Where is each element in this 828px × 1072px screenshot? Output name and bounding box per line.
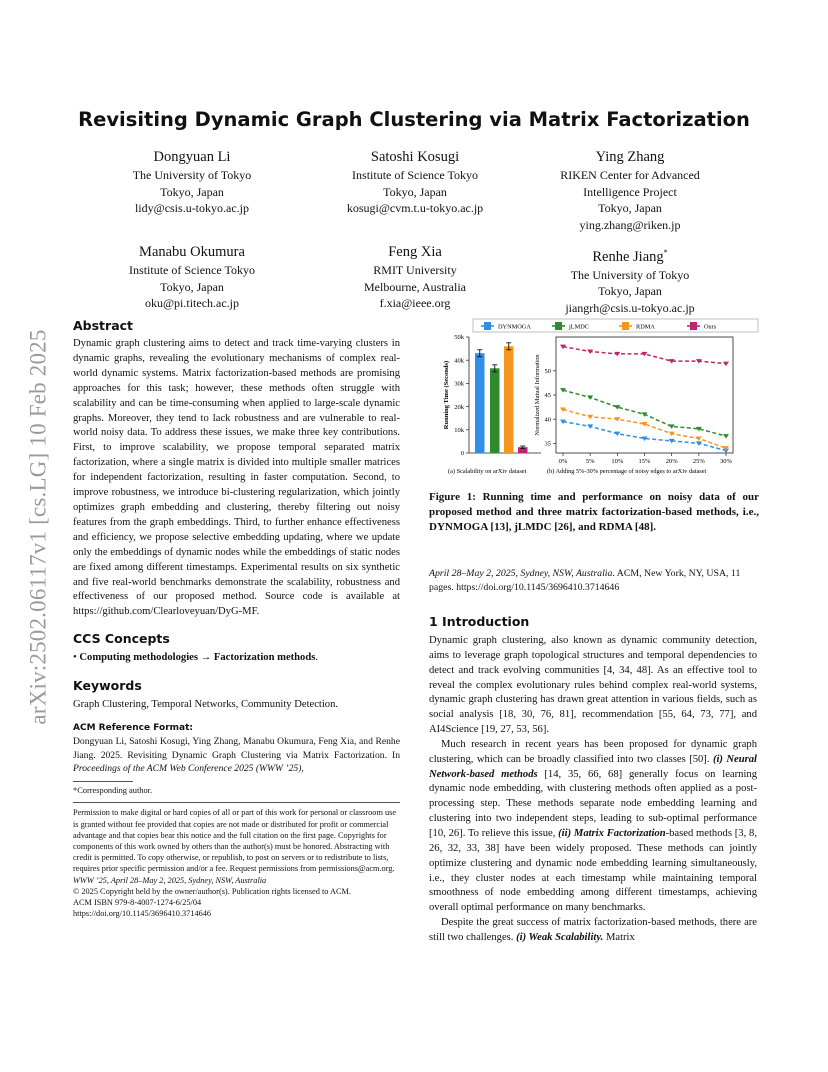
series-marker-rdma	[587, 415, 593, 420]
author-affiliation: Institute of Science Tokyo	[352, 168, 478, 182]
series-marker-jlmdc	[723, 434, 729, 439]
bar-y-tick-label: 40k	[454, 357, 464, 365]
intro-paragraph-2	[429, 738, 757, 916]
intro-p2-text-b: [14, 35, 66, 68] generally focus on learning dynamic node embedding, with clustering methods often applied as a post-processing step. These methods separate node embedding learning and clustering into two independent steps, leading to sub-optimal performance [10, 26]. To relieve this issue,	[429, 768, 757, 839]
keywords-heading: Keywords	[73, 678, 142, 694]
permission-rule	[73, 802, 400, 803]
bar-y-axis-label: Running Time (Seconds)	[443, 360, 450, 430]
ccs-concepts	[73, 650, 400, 665]
intro-p2-matrix: (ii) Matrix Factorization	[558, 827, 666, 839]
legend-marker-ours	[690, 322, 697, 330]
acm-reference-text	[73, 735, 400, 775]
bar-y-tick-label: 50k	[454, 334, 464, 342]
legend-marker-dynmoga	[484, 322, 491, 330]
line-y-tick-label: 50	[544, 368, 551, 376]
ccs-item: Computing methodologies → Factorization methods	[79, 652, 316, 664]
author-name: Feng Xia	[388, 244, 442, 260]
author-name: Ying Zhang	[595, 149, 665, 165]
intro-p2-neural: (i) Neural Network-based methods	[429, 753, 757, 780]
subfigure-a-caption: (a) Scalability on arXiv dataset	[448, 468, 527, 475]
author-location: Tokyo, Japan	[383, 184, 447, 199]
bar-y-tick-label: 20k	[454, 403, 464, 411]
permission-conference: WWW ’25, April 28–May 2, 2025, Sydney, NSW, Australia	[73, 875, 267, 885]
reference-citation: Dongyuan Li, Satoshi Kosugi, Ying Zhang, Manabu Okumura, Feng Xia, and Renhe Jiang. 2025. Revisiting Dynamic Graph Clustering via Matrix Factorization. In	[73, 736, 400, 761]
ccs-item-end: .	[315, 652, 319, 664]
introduction-heading: 1 Introduction	[429, 614, 530, 629]
author-email[interactable]: kosugi@cvm.t.u-tokyo.ac.jp	[346, 201, 484, 215]
subfigure-b-caption: (b) Adding 5%-30% percentage of noisy edges to arXiv dataset	[547, 468, 707, 475]
corresponding-mark: *	[663, 248, 668, 257]
figure-1-charts	[429, 318, 759, 478]
intro-paragraph-1: Dynamic graph clustering, also known as dynamic community detection, aims to leverage graph topological structures and temporal dependencies to detect and track evolving communities [4, 34, 48]. As an effective tool to reveal the complex evolutionary rules behind complex real-world systems, dynamic graph clustering has drawn great attention in various fields, such as social analysis [18, 30, 76, 81], recommendation [55, 64, 73, 77], and AI4Science [19, 27, 53, 56].	[429, 635, 757, 736]
footnote-rule	[73, 781, 133, 782]
legend-label-ours: Ours	[704, 323, 717, 331]
bar-y-tick-label: 10k	[454, 427, 464, 434]
bar-dynmoga	[475, 353, 485, 453]
author-affiliation: The University of Tokyo	[132, 168, 252, 182]
abstract-heading: Abstract	[73, 318, 134, 333]
author-email[interactable]: ying.zhang@riken.jp	[579, 217, 681, 232]
introduction-body	[429, 634, 757, 946]
author-location: Melbourne, Australia	[364, 279, 466, 294]
author-location: Tokyo, Japan	[598, 284, 662, 299]
line-x-tick-label: 25%	[692, 458, 705, 465]
permission-text: Permission to make digital or hard copies of all or part of this work for personal or classroom use is granted without fee provided that copies are not made or distributed for profit or commercial advantage and that copies bear this notice and the full citation on the first page. Copyrights for components of this work owned by others than the author(s) must be honored. Abstracting with credit is permitted. To copy otherwise, or republish, to post on servers or to redistribute to lists, requires prior specific permission and/or a fee. Request permissions from permissions@acm.org.	[73, 808, 397, 874]
permission-isbn: ACM ISBN 979-8-4007-1274-6/25/04	[73, 898, 202, 908]
line-y-tick-label: 40	[544, 416, 551, 424]
author-email[interactable]: oku@pi.titech.ac.jp	[144, 296, 240, 310]
author-name: Renhe Jiang	[592, 248, 664, 265]
author-name-row	[550, 243, 710, 267]
permission-doi[interactable]: https://doi.org/10.1145/3696410.3714646	[73, 909, 212, 919]
line-x-tick-label: 5%	[585, 458, 595, 465]
author-location: Tokyo, Japan	[160, 279, 224, 294]
abstract-text: Dynamic graph clustering aims to detect and track time-varying clusters in dynamic graphs, revealing the evolutionary mechanisms of complex real-world dynamic systems. Matrix factorization-based methods are promising approaches for this task; however, these methods often struggle with scalability and can be time-consuming when applied to large-scale dynamic graphs. Moreover, they tend to lack robustness and are vulnerable to real-world noisy data. To address these issues, we make three key contributions. First, to improve scalability, we propose temporal separated matrix factorization, where a single matrix is divided into multiple smaller matrices for independent factorization, resulting in faster computation. Second, to improve robustness, we introduce bi-clustering regularization, which jointly optimizes graph embedding and clustering, thereby filtering out noisy features from the graph embeddings. Third, to further enhance effectiveness and efficiency, we propose selective embedding updating, where we update only the embeddings of dynamic nodes while the embeddings of static nodes are fixed among different timestamps. Experimental results on six synthetic and five real-world benchmarks demonstrate the scalability, robustness and effectiveness of our proposed method. Source code is available at https://github.com/Clearloveyuan/DyG-MF.	[73, 338, 400, 618]
author-name: Dongyuan Li	[153, 149, 231, 165]
line-y-tick-label: 35	[544, 440, 551, 448]
line-y-tick-label: 45	[544, 392, 551, 400]
author-block-1	[112, 148, 272, 217]
line-x-tick-label: 30%	[720, 458, 732, 465]
author-location: Tokyo, Japan	[598, 201, 662, 215]
left-column	[73, 318, 400, 919]
bar-y-tick-label: 30k	[454, 380, 464, 388]
venue-rest: . ACM, New York, NY, USA, 11 pages. https://doi.org/10.1145/3696410.3714646	[429, 568, 741, 593]
author-name: Satoshi Kosugi	[370, 149, 460, 165]
legend-marker-rdma	[622, 322, 629, 330]
author-affiliation: Institute of Science Tokyo	[129, 263, 255, 277]
legend-marker-jlmdc	[555, 322, 562, 330]
intro-p2-text-a: Much research in recent years has been proposed for dynamic graph clustering, which can be broadly classified into two classes [50].	[429, 738, 757, 765]
author-affiliation: The University of Tokyo	[570, 267, 690, 282]
arxiv-stamp	[4, 288, 74, 766]
author-name: Manabu Okumura	[139, 244, 245, 260]
bar-y-tick-label: 0	[460, 450, 464, 458]
bar-jlmdc	[490, 368, 500, 453]
corresponding-footnote: *Corresponding author.	[73, 786, 153, 796]
bar-chart	[443, 334, 541, 457]
author-email[interactable]: jiangrh@csis.u-tokyo.ac.jp	[565, 300, 695, 315]
figure-legend	[473, 319, 758, 332]
ccs-bullet: •	[73, 652, 77, 664]
reference-proceedings: Proceedings of the ACM Web Conference 2025 (WWW ’25),	[73, 763, 304, 775]
legend-label-jlmdc: jLMDC	[569, 323, 589, 331]
series-marker-jlmdc	[669, 424, 675, 429]
author-block-3	[550, 148, 710, 233]
author-block-2	[330, 148, 500, 217]
line-chart	[534, 337, 733, 465]
figure-caption: Figure 1: Running time and performance on noisy data of our proposed method and three matrix factorization-based methods, i.e., DYNMOGA [13], jLMDC [26], and RDMA [48].	[429, 491, 759, 533]
permission-copyright: © 2025 Copyright held by the owner/author(s). Publication rights licensed to ACM.	[73, 886, 351, 896]
arxiv-id-text[interactable]: arXiv:2502.06117v1 [cs.LG] 10 Feb 2025	[26, 329, 51, 725]
author-block-6	[550, 243, 710, 316]
intro-p3-text-a: Despite the great success of matrix factorization-based methods, there are still two challenges.	[429, 917, 757, 943]
line-x-tick-label: 20%	[665, 458, 678, 465]
author-affiliation: RMIT University	[373, 263, 457, 277]
intro-p3-weak: (i) Weak Scalability.	[516, 931, 604, 943]
intro-p3-text-b: Matrix	[603, 931, 635, 943]
author-block-4	[112, 243, 272, 312]
author-block-5	[330, 243, 500, 312]
series-marker-jlmdc	[587, 395, 593, 400]
author-email[interactable]: f.xia@ieee.org	[379, 296, 451, 310]
bar-rdma	[504, 346, 514, 453]
permission-block	[73, 807, 400, 919]
legend-label-rdma: RDMA	[636, 323, 655, 331]
line-x-tick-label: 15%	[638, 458, 651, 465]
acm-reference-heading: ACM Reference Format:	[73, 723, 193, 734]
author-affiliation-cont: Intelligence Project	[583, 184, 677, 199]
intro-p2-text-c: -based methods [3, 8, 26, 32, 33, 38] have been widely proposed. These methods can jointly optimize clustering and dynamic node embedding learning simultaneously, i.e., they cluster nodes at each timestamp while maintaining temporal smoothness of node embedding among different timestamps, achieving overall optimal performance on many benchmarks.	[429, 827, 757, 914]
paper-title: Revisiting Dynamic Graph Clustering via Matrix Factorization	[78, 108, 750, 131]
line-y-axis-label: Normalized Mutual Information	[534, 354, 541, 436]
intro-paragraph-3	[429, 916, 757, 946]
venue-line	[429, 567, 759, 595]
figure-1	[429, 318, 759, 478]
author-email[interactable]: lidy@csis.u-tokyo.ac.jp	[134, 201, 250, 215]
legend-label-dynmoga: DYNMOGA	[498, 323, 531, 331]
author-affiliation: RIKEN Center for Advanced	[560, 168, 700, 182]
venue-dates: April 28–May 2, 2025, Sydney, NSW, Australia	[429, 568, 613, 579]
line-x-tick-label: 0%	[558, 458, 568, 465]
author-location: Tokyo, Japan	[160, 184, 224, 199]
keywords-text: Graph Clustering, Temporal Networks, Community Detection.	[73, 699, 339, 711]
series-marker-dynmoga	[614, 432, 620, 437]
ccs-heading: CCS Concepts	[73, 631, 170, 647]
line-x-tick-label: 10%	[611, 458, 624, 465]
